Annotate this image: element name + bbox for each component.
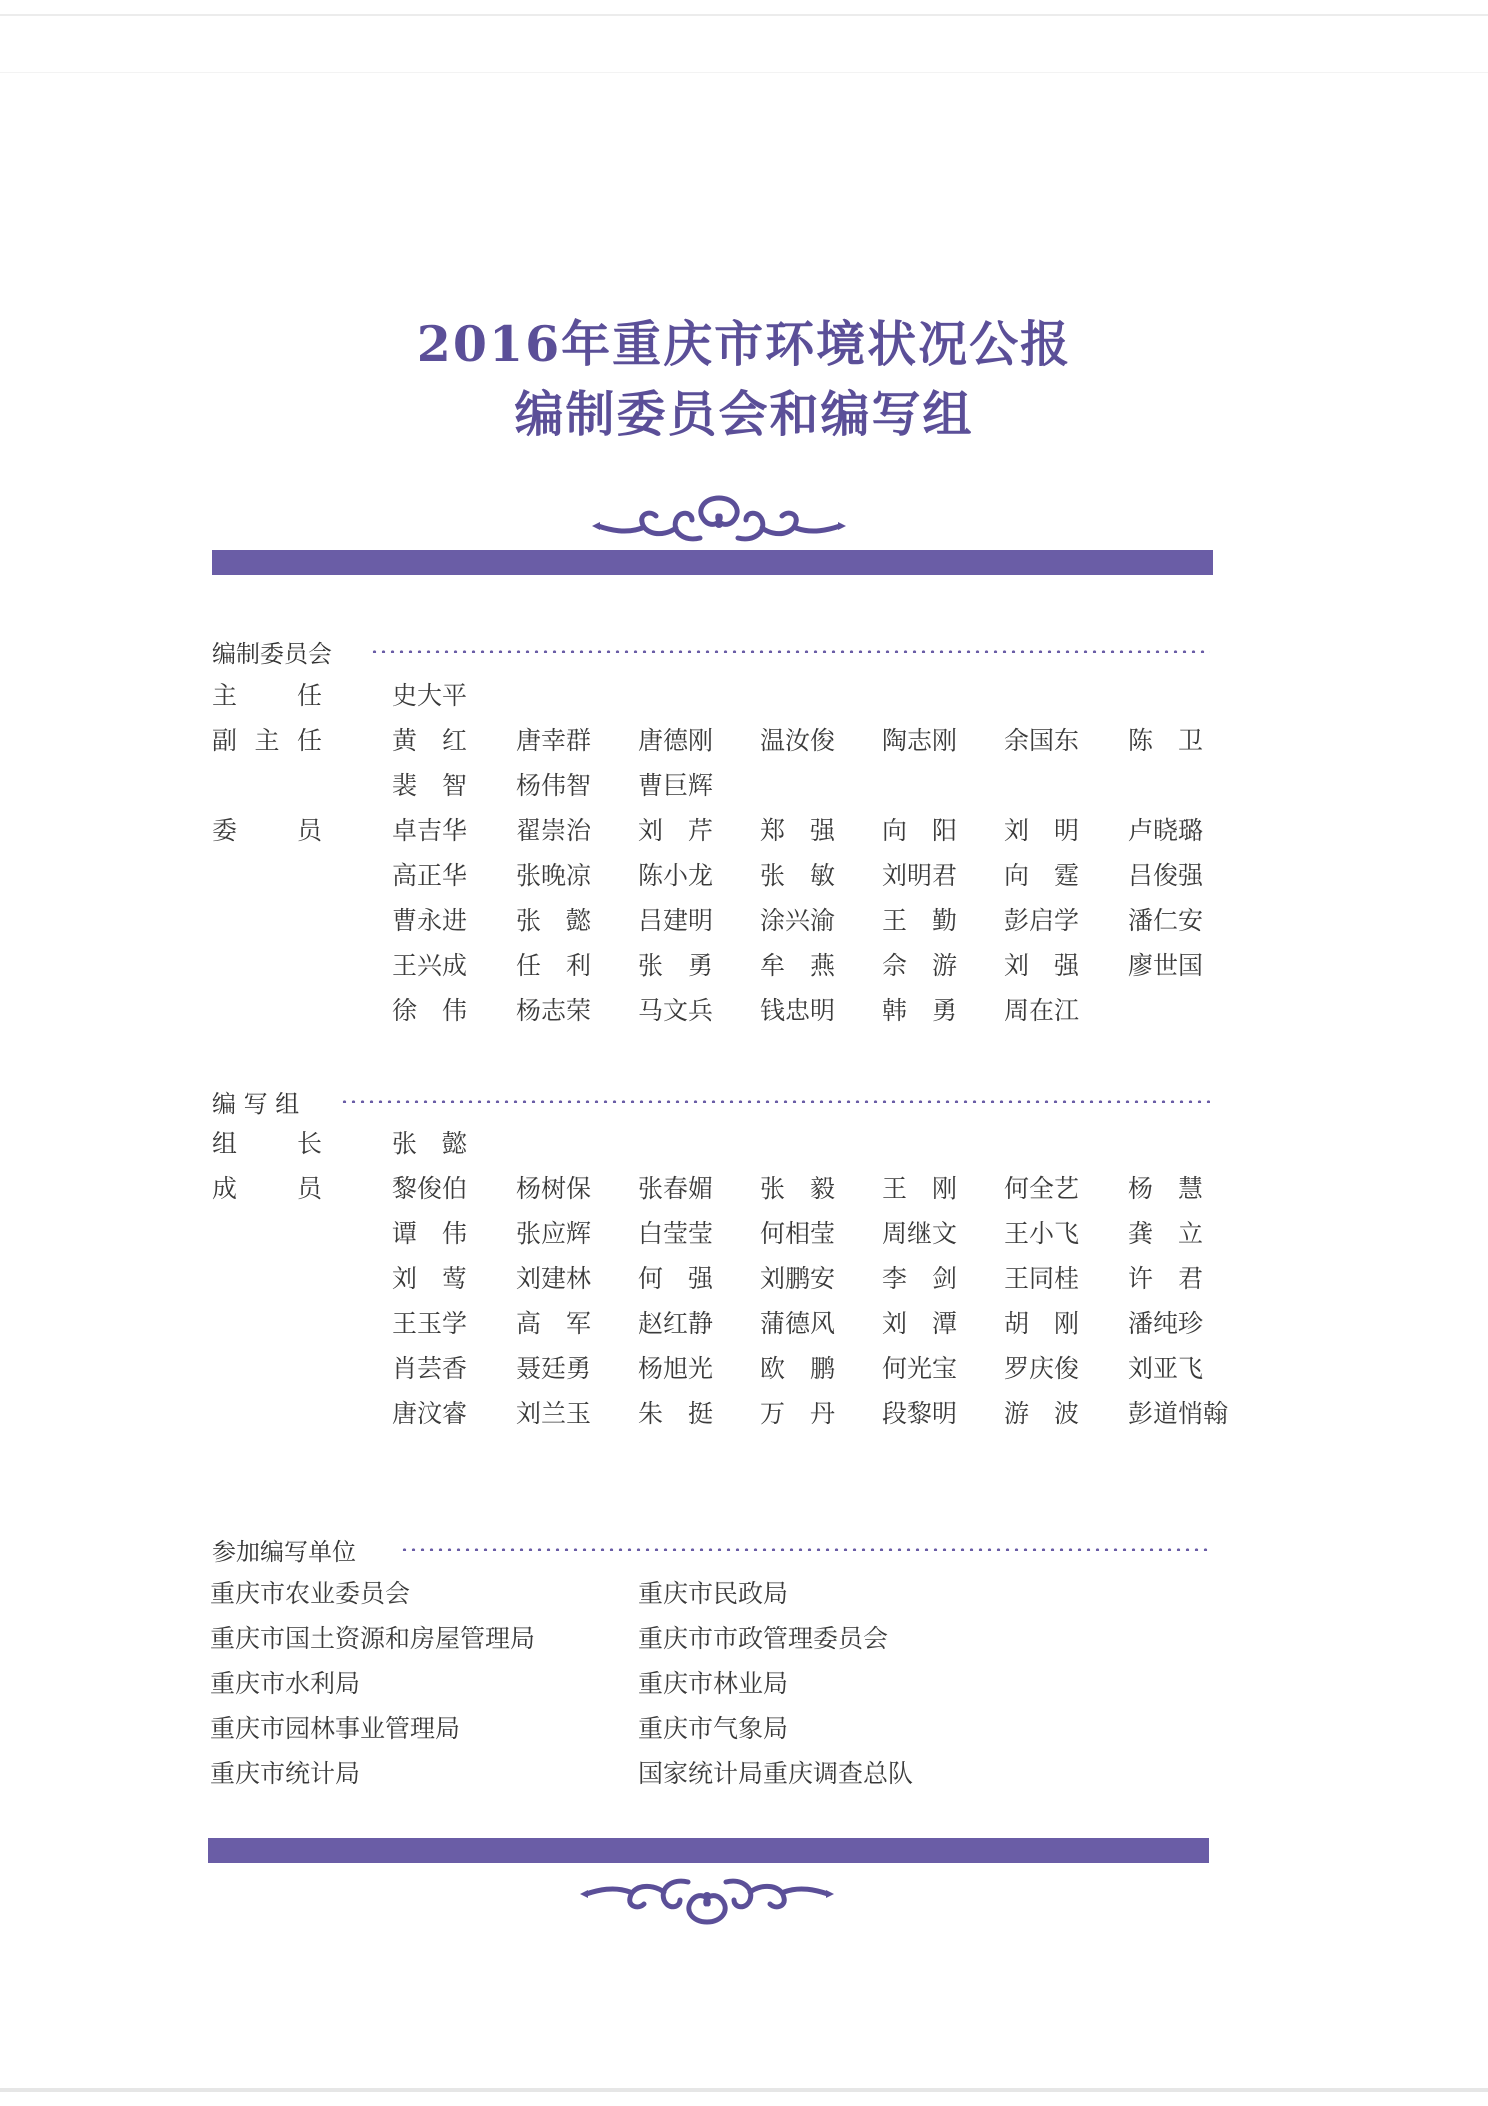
member-name: 张晚凉	[516, 861, 592, 890]
member-name: 许 君	[1128, 1264, 1204, 1293]
member-name: 郑 强	[760, 816, 836, 845]
member-name: 潘仁安	[1128, 906, 1204, 935]
title-line-1: 2016年重庆市环境状况公报	[416, 315, 1072, 373]
member-name: 何光宝	[882, 1354, 958, 1383]
ornament-bottom-icon	[580, 1870, 834, 1932]
member-name: 刘 明	[1004, 816, 1080, 845]
row-label: 副 主 任	[212, 726, 322, 755]
member-name: 张 勇	[638, 951, 714, 980]
member-name: 杨树保	[516, 1174, 592, 1203]
member-name: 曹永进	[392, 906, 468, 935]
member-name: 刘亚飞	[1128, 1354, 1204, 1383]
member-name: 卢晓璐	[1128, 816, 1204, 845]
member-name: 张 懿	[516, 906, 592, 935]
member-name: 黎俊伯	[392, 1174, 468, 1203]
member-name: 刘兰玉	[516, 1399, 592, 1428]
member-name: 张春媚	[638, 1174, 714, 1203]
member-name: 周在江	[1004, 996, 1080, 1025]
member-name: 温汝俊	[760, 726, 836, 755]
row-label: 委 员	[212, 816, 322, 845]
member-name: 潘纯珍	[1128, 1309, 1204, 1338]
member-name: 刘鹏安	[760, 1264, 836, 1293]
unit-item: 重庆市农业委员会	[210, 1579, 411, 1608]
member-name: 龚 立	[1128, 1219, 1204, 1248]
member-name: 蒲德风	[760, 1309, 836, 1338]
member-name: 王玉学	[392, 1309, 468, 1338]
writing-group-dots	[340, 1100, 1210, 1103]
member-name: 曹巨辉	[638, 771, 714, 800]
units-heading: 参加编写单位	[212, 1538, 356, 1566]
member-name: 高 军	[516, 1309, 592, 1338]
member-name: 万 丹	[760, 1399, 836, 1428]
member-name: 向 阳	[882, 816, 958, 845]
committee-dots	[370, 650, 1210, 653]
member-name: 刘 芹	[638, 816, 714, 845]
member-name: 王小飞	[1004, 1219, 1080, 1248]
row-label: 主 任	[212, 681, 322, 710]
ornament-top-icon	[592, 488, 846, 550]
row-label: 组 长	[212, 1129, 322, 1158]
units-dots	[400, 1548, 1210, 1551]
member-name: 韩 勇	[882, 996, 958, 1025]
unit-item: 重庆市市政管理委员会	[638, 1624, 889, 1653]
member-name: 涂兴渝	[760, 906, 836, 935]
member-name: 王兴成	[392, 951, 468, 980]
member-name: 翟崇治	[516, 816, 592, 845]
member-name: 白莹莹	[638, 1219, 714, 1248]
member-name: 牟 燕	[760, 951, 836, 980]
member-name: 彭启学	[1004, 906, 1080, 935]
scan-edge-bottom	[0, 2088, 1488, 2092]
member-name: 游 波	[1004, 1399, 1080, 1428]
member-name: 刘 强	[1004, 951, 1080, 980]
member-name: 陶志刚	[882, 726, 958, 755]
member-name: 周继文	[882, 1219, 958, 1248]
member-name: 裴 智	[392, 771, 468, 800]
unit-item: 重庆市统计局	[210, 1759, 361, 1788]
member-name: 何全艺	[1004, 1174, 1080, 1203]
member-name: 朱 挺	[638, 1399, 714, 1428]
member-name: 段黎明	[882, 1399, 958, 1428]
member-name: 杨伟智	[516, 771, 592, 800]
divider-bar-bottom	[208, 1838, 1209, 1863]
member-name: 史大平	[392, 681, 468, 710]
member-name: 黄 红	[392, 726, 468, 755]
member-name: 刘建林	[516, 1264, 592, 1293]
member-name: 聂廷勇	[516, 1354, 592, 1383]
member-name: 唐汶睿	[392, 1399, 468, 1428]
member-name: 刘 莺	[392, 1264, 468, 1293]
member-name: 唐德刚	[638, 726, 714, 755]
member-name: 向 霆	[1004, 861, 1080, 890]
member-name: 马文兵	[638, 996, 714, 1025]
member-name: 卓吉华	[392, 816, 468, 845]
member-name: 张 懿	[392, 1129, 468, 1158]
member-name: 张应辉	[516, 1219, 592, 1248]
member-name: 吕建明	[638, 906, 714, 935]
member-name: 高正华	[392, 861, 468, 890]
member-name: 余国东	[1004, 726, 1080, 755]
member-name: 彭道悄翰	[1128, 1399, 1229, 1428]
member-name: 李 剑	[882, 1264, 958, 1293]
writing-group-heading: 编 写 组	[212, 1090, 300, 1118]
member-name: 陈小龙	[638, 861, 714, 890]
member-name: 欧 鹏	[760, 1354, 836, 1383]
unit-item: 重庆市园林事业管理局	[210, 1714, 461, 1743]
unit-item: 重庆市民政局	[638, 1579, 789, 1608]
member-name: 王 勤	[882, 906, 958, 935]
member-name: 刘明君	[882, 861, 958, 890]
member-name: 杨 慧	[1128, 1174, 1204, 1203]
member-name: 杨旭光	[638, 1354, 714, 1383]
member-name: 杨志荣	[516, 996, 592, 1025]
member-name: 王 刚	[882, 1174, 958, 1203]
member-name: 唐幸群	[516, 726, 592, 755]
member-name: 陈 卫	[1128, 726, 1204, 755]
member-name: 张 毅	[760, 1174, 836, 1203]
scan-edge-top-faint	[0, 72, 1488, 73]
member-name: 刘 潭	[882, 1309, 958, 1338]
member-name: 王同桂	[1004, 1264, 1080, 1293]
member-name: 钱忠明	[760, 996, 836, 1025]
member-name: 谭 伟	[392, 1219, 468, 1248]
member-name: 张 敏	[760, 861, 836, 890]
member-name: 佘 游	[882, 951, 958, 980]
member-name: 廖世国	[1128, 951, 1204, 980]
unit-item: 重庆市林业局	[638, 1669, 789, 1698]
member-name: 何相莹	[760, 1219, 836, 1248]
unit-item: 国家统计局重庆调查总队	[638, 1759, 914, 1788]
unit-item: 重庆市国土资源和房屋管理局	[210, 1624, 536, 1653]
member-name: 胡 刚	[1004, 1309, 1080, 1338]
member-name: 罗庆俊	[1004, 1354, 1080, 1383]
member-name: 赵红静	[638, 1309, 714, 1338]
row-label: 成 员	[212, 1174, 322, 1203]
member-name: 任 利	[516, 951, 592, 980]
committee-heading: 编制委员会	[212, 640, 332, 668]
member-name: 何 强	[638, 1264, 714, 1293]
scan-edge-top	[0, 14, 1488, 16]
member-name: 肖芸香	[392, 1354, 468, 1383]
unit-item: 重庆市气象局	[638, 1714, 789, 1743]
title-line-2: 编制委员会和编写组	[514, 385, 974, 443]
unit-item: 重庆市水利局	[210, 1669, 361, 1698]
divider-bar-top	[212, 550, 1213, 575]
member-name: 吕俊强	[1128, 861, 1204, 890]
member-name: 徐 伟	[392, 996, 468, 1025]
